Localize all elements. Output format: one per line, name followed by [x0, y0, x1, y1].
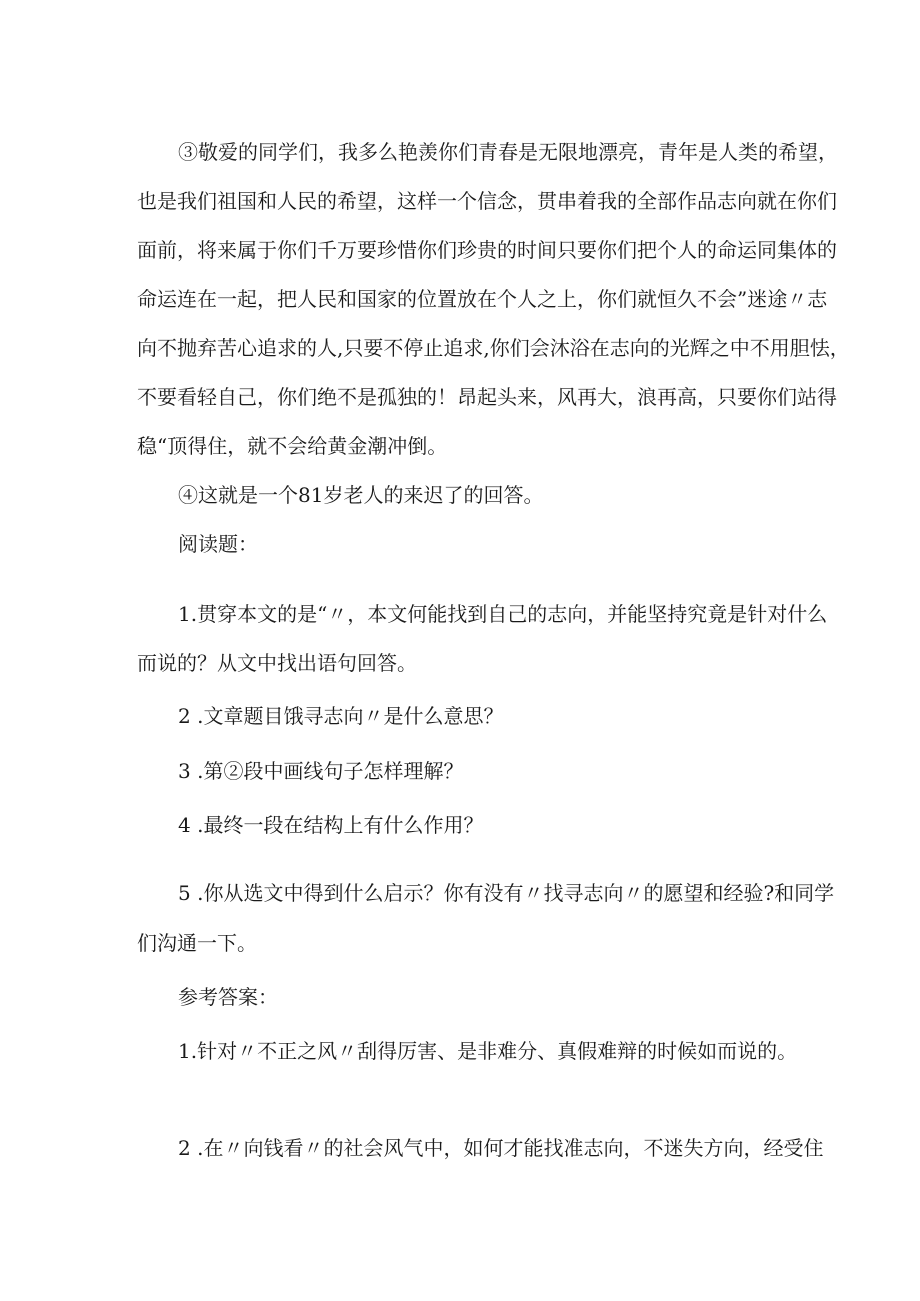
paragraph-3-line-3: 面前，将来属于你们千万要珍惜你们珍贵的时间只要你们把个人的命运同集体的 — [137, 238, 837, 262]
question-2: 2 .文章题目饿寻志向〃是什么意思？ — [178, 704, 504, 728]
answer-2: 2 .在〃向钱看〃的社会风气中，如何才能找准志向，不迷失方向，经受住 — [178, 1136, 824, 1160]
paragraph-3-line-7: 稳“顶得住，就不会给黄金潮冲倒。 — [137, 434, 448, 458]
question-5-line-2: 们沟通一下。 — [137, 931, 257, 955]
paragraph-3-line-2: 也是我们祖国和人民的希望，这样一个信念，贯串着我的全部作品志向就在你们 — [137, 189, 837, 213]
answers-heading: 参考答案： — [178, 985, 278, 1009]
question-4: 4 .最终一段在结构上有什么作用？ — [178, 813, 484, 837]
paragraph-3-line-4: 命运连在一起，把人民和国家的位置放在个人之上，你们就恒久不会”迷途〃志 — [137, 287, 828, 311]
question-1-line-2: 而说的？从文中找出语句回答。 — [137, 651, 417, 675]
question-3: 3 .第②段中画线句子怎样理解？ — [178, 759, 464, 783]
answer-1: 1.针对〃不正之风〃刮得厉害、是非难分、真假难辩的时候如而说的。 — [178, 1039, 798, 1063]
paragraph-3-line-5: 向不抛弃苦心追求的人,只要不停止追求,你们会沐浴在志向的光辉之中不用胆怯， — [137, 336, 850, 360]
question-1-line-1: 1.贯穿本文的是“〃，本文何能找到自己的志向，并能坚持究竟是针对什么 — [178, 602, 828, 626]
reading-questions-heading: 阅读题： — [178, 532, 258, 556]
paragraph-4: ④这就是一个81岁老人的来迟了的回答。 — [178, 483, 544, 507]
paragraph-3-line-6: 不要看轻自己，你们绝不是孤独的！昂起头来，风再大，浪再高，只要你们站得 — [137, 385, 837, 409]
paragraph-3-line-1: ③敬爱的同学们，我多么艳羡你们青春是无限地漂亮，青年是人类的希望， — [178, 140, 838, 164]
question-5-line-1: 5 .你从选文中得到什么启示？你有没有〃找寻志向〃的愿望和经验?和同学 — [178, 881, 835, 905]
